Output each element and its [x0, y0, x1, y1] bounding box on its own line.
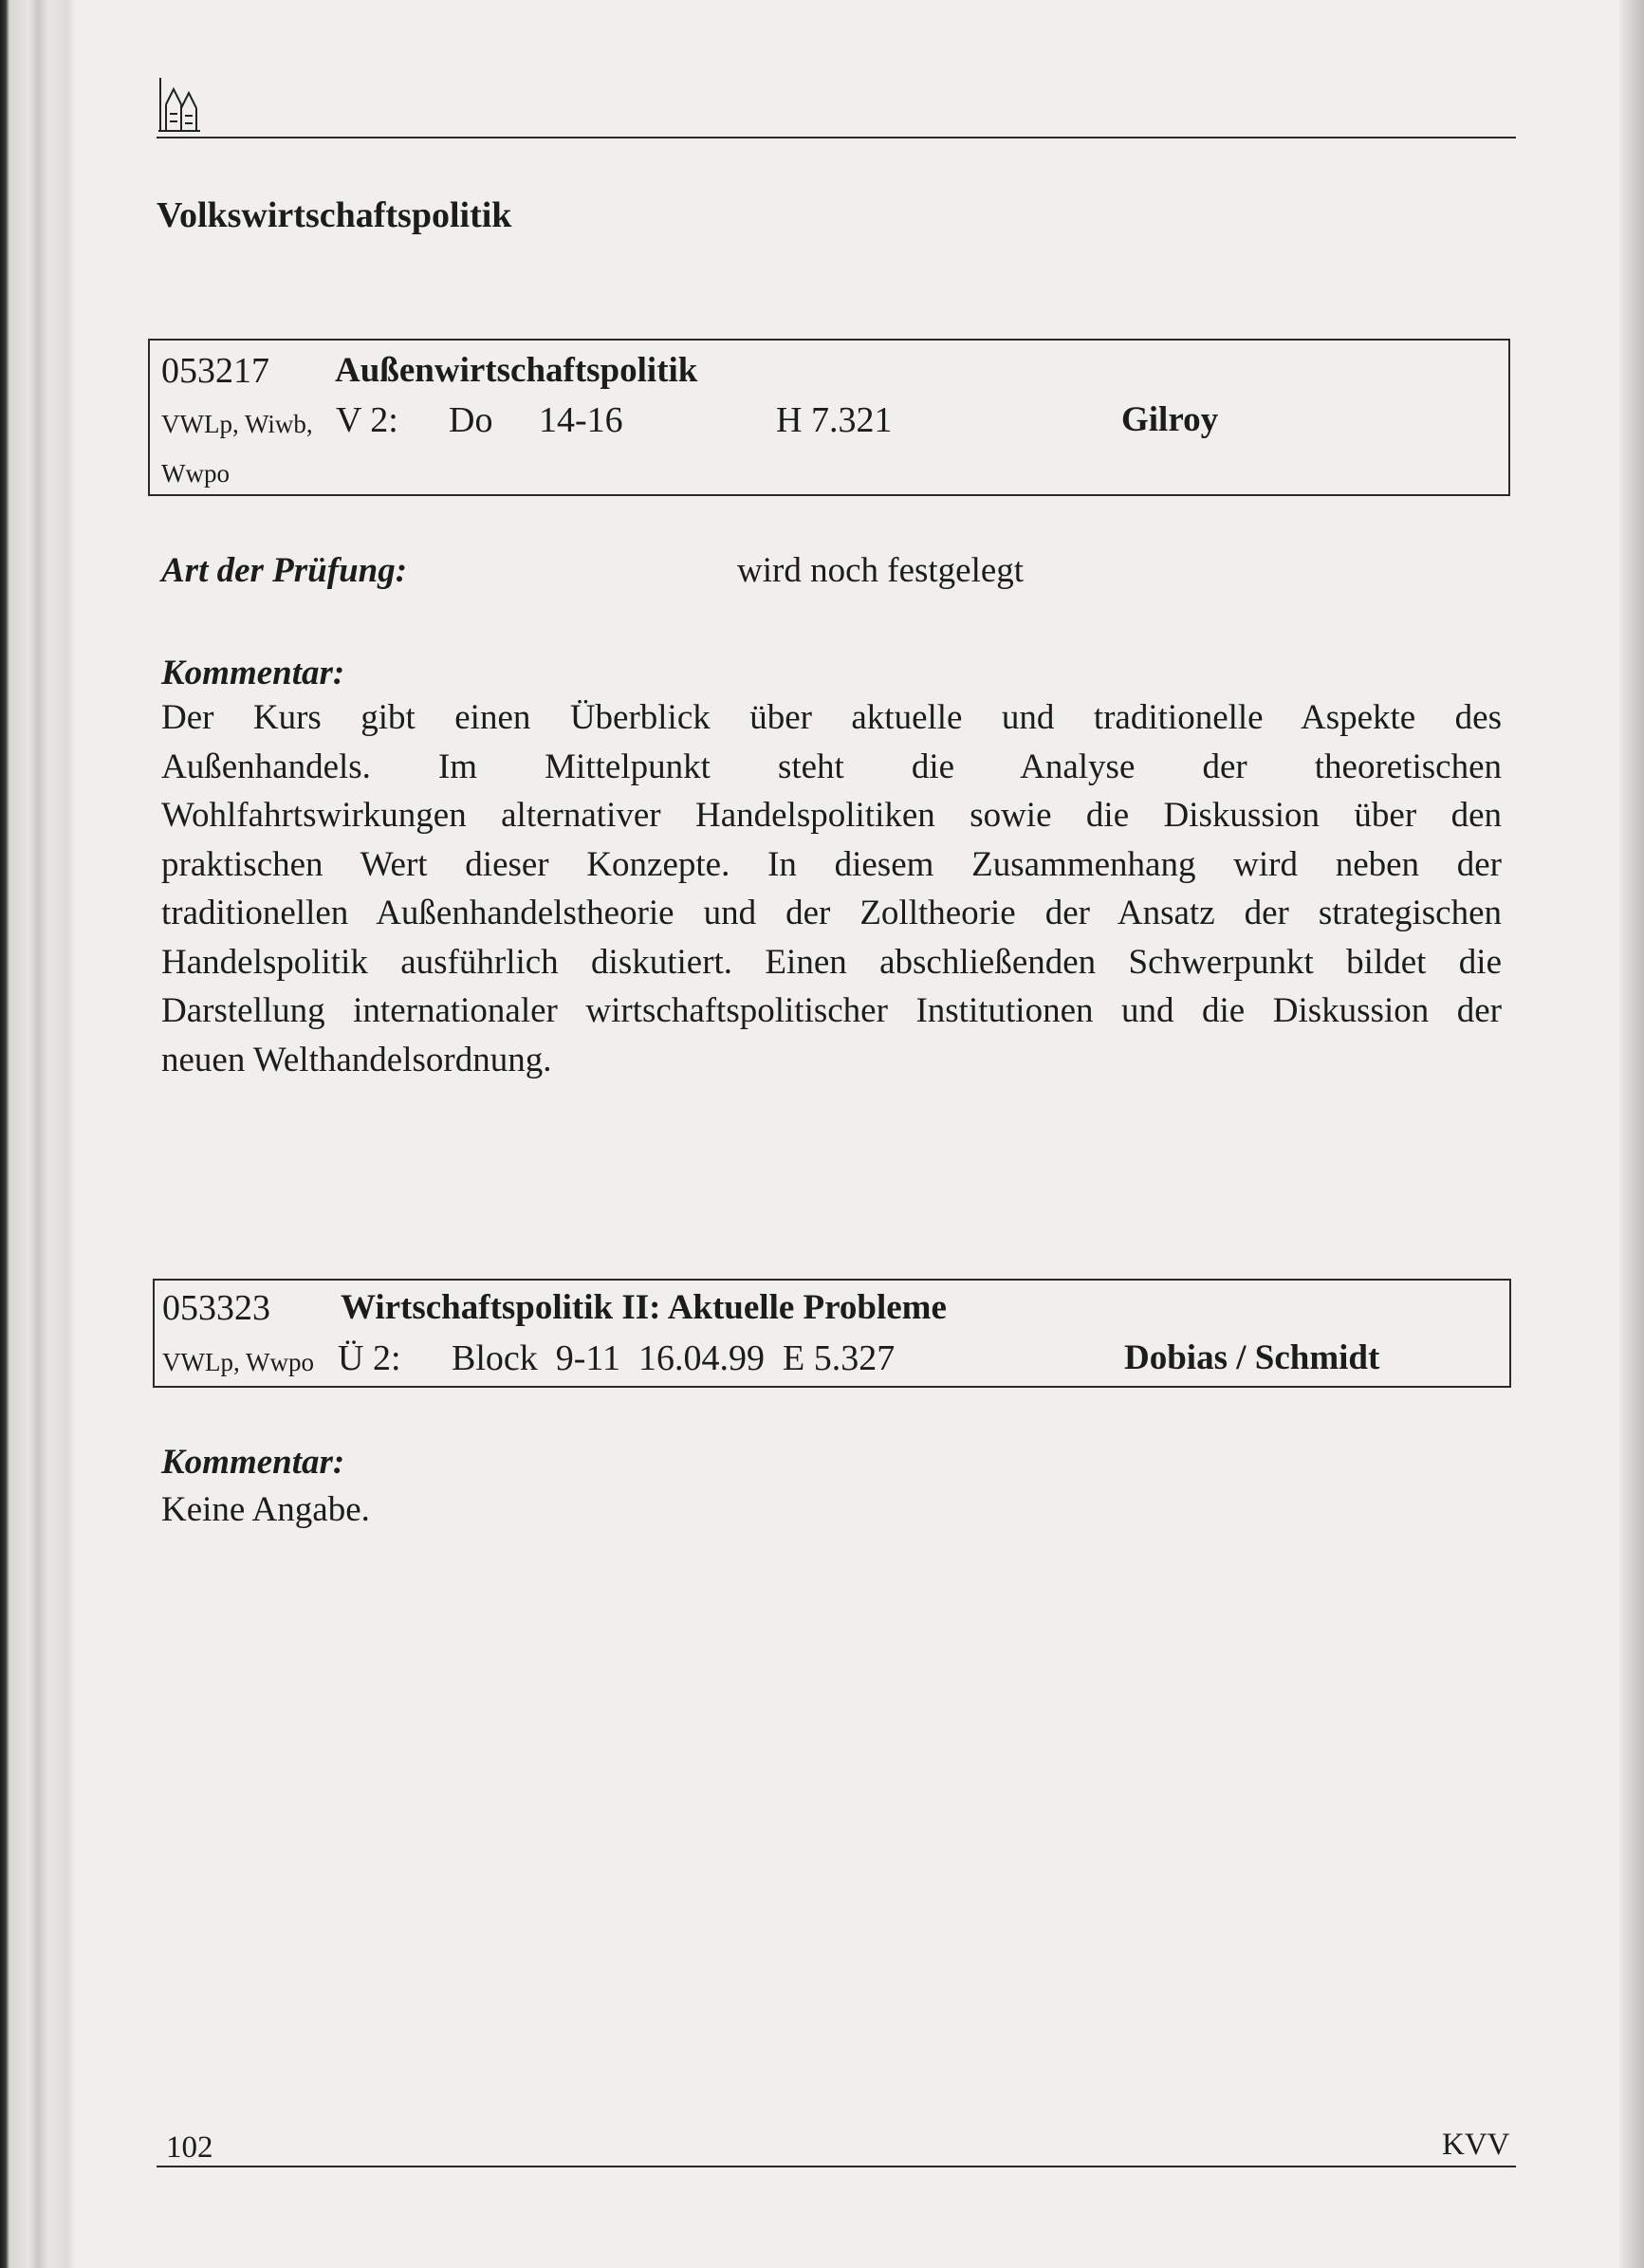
comment-label-2: Kommentar:	[161, 1443, 345, 1482]
course-lecturer: Gilroy	[1121, 400, 1219, 439]
comment-line: traditionellen Außenhandelstheorie und der Zolltheorie der Ansatz der strategischen	[161, 894, 1502, 932]
course-title: Wirtschaftspolitik II: Aktuelle Probleme	[341, 1288, 947, 1327]
course-title: Außenwirtschaftspolitik	[335, 351, 698, 390]
comment-line: Wohlfahrtswirkungen alternativer Handelspolitiken sowie die Diskussion über den	[161, 796, 1502, 835]
comment-line: Der Kurs gibt einen Überblick über aktuelle und traditionelle Aspekte des	[161, 698, 1502, 737]
comment-text-2: Keine Angabe.	[161, 1490, 370, 1529]
section-title: Volkswirtschaftspolitik	[157, 195, 512, 235]
comment-line: Handelspolitik ausführlich diskutiert. Einen abschließenden Schwerpunkt bildet die	[161, 942, 1502, 982]
course-programs-cont: Wwpo	[161, 459, 230, 488]
course-number: 053217	[161, 351, 269, 391]
course-room: H 7.321	[776, 400, 893, 440]
comment-line: praktischen Wert dieser Konzepte. In diesem Zusammenhang wird neben der	[161, 844, 1502, 884]
course-schedule: Block 9-11 16.04.99 E 5.327	[452, 1338, 896, 1378]
page-number: 102	[166, 2130, 213, 2165]
course-day: Do	[449, 400, 493, 440]
course-lecturer: Dobias / Schmidt	[1124, 1338, 1380, 1377]
page-right-edge	[1619, 0, 1644, 2268]
comment-label: Kommentar:	[161, 654, 345, 692]
course-programs: VWLp, Wiwb,	[161, 410, 313, 438]
comment-line: Darstellung internationaler wirtschaftspolitischer Institutionen und die Diskussion der	[161, 991, 1502, 1030]
course-box-053217	[148, 339, 1510, 496]
exam-label: Art der Prüfung:	[161, 551, 408, 590]
footer-rule	[157, 2166, 1516, 2167]
course-programs: VWLp, Wwpo	[162, 1348, 314, 1376]
course-type: Ü 2:	[338, 1338, 401, 1378]
header-rule	[157, 137, 1516, 138]
footer-label: KVV	[1442, 2128, 1510, 2162]
course-time: 14-16	[539, 400, 623, 440]
course-box-053323	[153, 1279, 1511, 1388]
comment-text	[161, 693, 1502, 1084]
building-icon	[157, 76, 202, 135]
exam-value: wird noch festgelegt	[737, 551, 1025, 590]
course-number: 053323	[162, 1288, 270, 1328]
comment-line: neuen Welthandelsordnung.	[161, 1040, 552, 1079]
comment-line: Außenhandels. Im Mittelpunkt steht die Analyse der theoretischen	[161, 747, 1502, 786]
page-binding-edge	[0, 0, 74, 2268]
course-type: V 2:	[336, 400, 398, 440]
